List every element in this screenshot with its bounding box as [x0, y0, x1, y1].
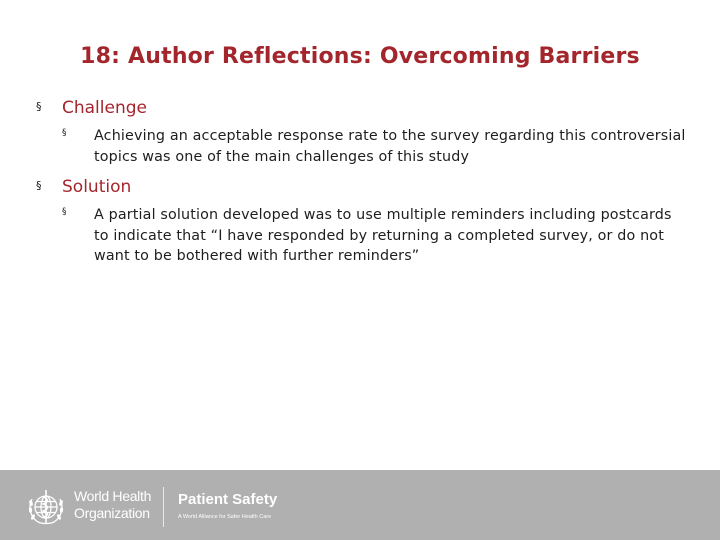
footer-bar: [0, 470, 720, 540]
challenge-detail: [62, 126, 686, 167]
program-tagline: A World Alliance for Safer Health Care: [178, 514, 272, 520]
slide-title: 18: Author Reflections: Overcoming Barriers: [80, 44, 640, 69]
slide-content: [36, 96, 686, 275]
challenge-heading: Challenge: [62, 98, 147, 118]
bullet-marker: §: [36, 179, 42, 192]
solution-heading: Solution: [62, 177, 132, 197]
bullet-solution: [36, 175, 686, 199]
footer-divider: [163, 487, 164, 527]
org-line1: World Health: [74, 488, 152, 504]
solution-text: A partial solution developed was to use multiple reminders including postcards to indicate that “I have responded by returning a completed survey, or do not want to be bothered with further reminders”: [94, 207, 672, 264]
sub-bullet-marker: §: [62, 128, 67, 138]
who-emblem-icon: [26, 487, 66, 527]
program-title: Patient Safety: [178, 491, 278, 508]
who-wordmark: [74, 488, 151, 522]
bullet-challenge: [36, 96, 686, 120]
org-line2: Organization: [74, 505, 150, 521]
sub-bullet-marker: §: [62, 207, 67, 217]
bullet-marker: §: [36, 100, 42, 113]
solution-detail: [62, 205, 686, 267]
challenge-text: Achieving an acceptable response rate to the survey regarding this controversial topics was one of the main challenges of this study: [94, 128, 686, 165]
